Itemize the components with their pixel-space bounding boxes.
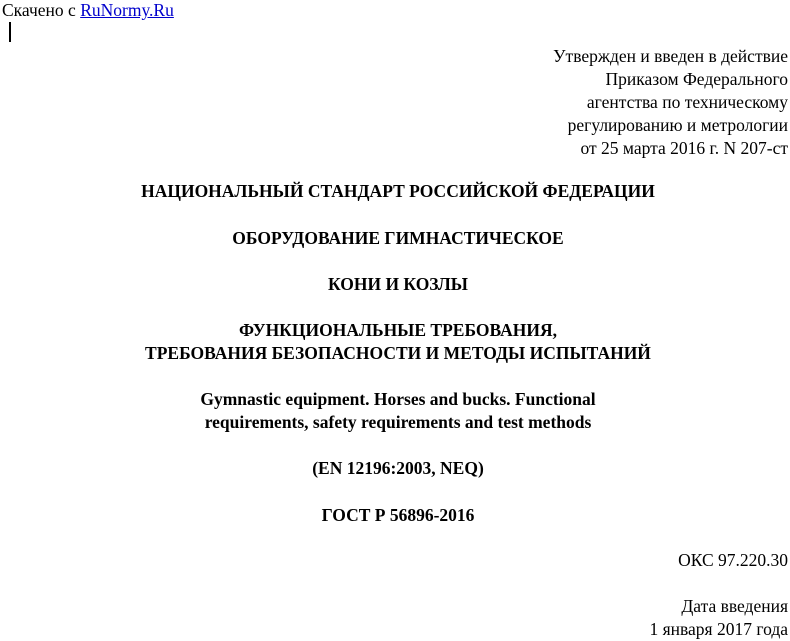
requirements-heading-line1: ФУНКЦИОНАЛЬНЫЕ ТРЕБОВАНИЯ, — [239, 320, 557, 340]
approval-line: Утвержден и введен в действие — [553, 46, 788, 66]
approval-line: регулированию и метрологии — [567, 115, 788, 135]
standard-type-heading: НАЦИОНАЛЬНЫЙ СТАНДАРТ РОССИЙСКОЙ ФЕДЕРАЦИИ — [141, 181, 655, 201]
oks-code: ОКС 97.220.30 — [678, 550, 788, 570]
requirements-heading-line2: ТРЕБОВАНИЯ БЕЗОПАСНОСТИ И МЕТОДЫ ИСПЫТАНИЙ — [145, 343, 651, 363]
source-line — [2, 0, 174, 20]
subject-heading: КОНИ И КОЗЛЫ — [327, 274, 468, 294]
intro-date-value: 1 января 2017 года — [649, 619, 788, 639]
text-cursor — [9, 22, 11, 42]
en-reference: (EN 12196:2003, NEQ) — [312, 458, 484, 478]
english-title-line2: requirements, safety requirements and test methods — [204, 412, 592, 432]
source-link[interactable]: RuNormy.Ru — [80, 0, 174, 20]
gost-number: ГОСТ Р 56896-2016 — [321, 505, 475, 525]
source-prefix: Скачено с — [2, 0, 81, 20]
approval-line: агентства по техническому — [586, 92, 788, 112]
equipment-heading: ОБОРУДОВАНИЕ ГИМНАСТИЧЕСКОЕ — [232, 228, 564, 248]
intro-date-label: Дата введения — [681, 596, 788, 616]
approval-block — [368, 45, 788, 160]
english-title-line1: Gymnastic equipment. Horses and bucks. Functional — [200, 389, 596, 409]
approval-line: от 25 марта 2016 г. N 207-ст — [580, 138, 788, 158]
approval-line: Приказом Федерального — [605, 69, 788, 89]
